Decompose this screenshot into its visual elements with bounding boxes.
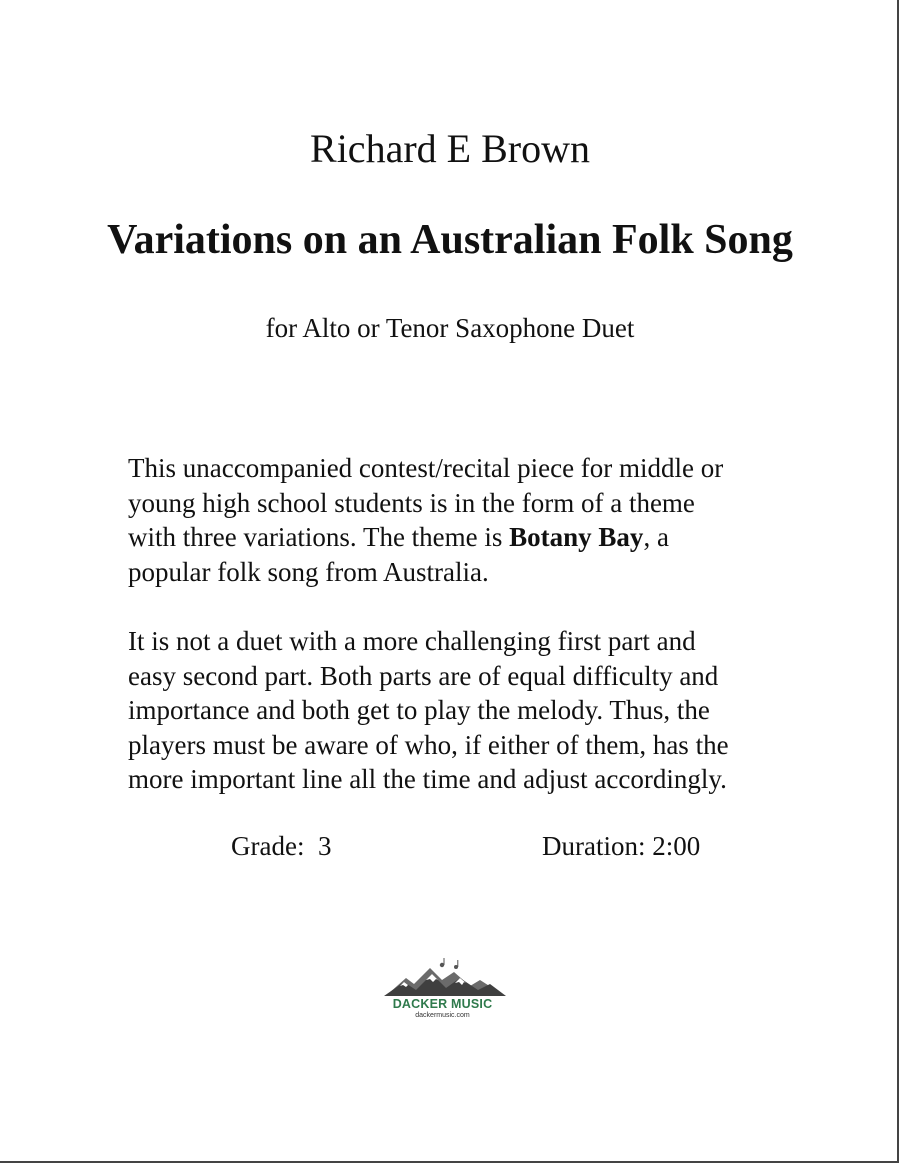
paragraph-line [128,520,828,555]
instrumentation-subtitle: for Alto or Tenor Saxophone Duet [265,313,635,343]
piece-title: Variations on an Australian Folk Song [107,217,793,263]
paragraph-line: players must be aware of who, if either of them, has the [128,729,729,760]
paragraph-line: easy second part. Both parts are of equal difficulty and [128,660,719,691]
paragraph-line: popular folk song from Australia. [128,556,489,587]
paragraph-line: This unaccompanied contest/recital piece for middle or [128,453,724,483]
paragraph-line: more important line all the time and adjust accordingly. [128,764,727,794]
description-paragraph-1 [128,451,828,589]
composer-name: Richard E Brown [310,126,590,171]
publisher-name: DACKER MUSIC [392,997,493,1011]
paragraph-text: with three variations. The theme is [128,522,510,552]
paragraph-line: young high school students is in the form of a theme [128,487,695,518]
paragraph-text: , a [643,522,669,552]
theme-name: Botany Bay [509,522,644,552]
grade-label: Grade: 3 [231,831,332,861]
publisher-url: dackermusic.com [415,1012,470,1019]
paragraph-line: It is not a duet with a more challenging first part and [128,626,696,656]
description-paragraph-2 [128,624,828,797]
duration-label: Duration: 2:00 [542,831,701,861]
paragraph-line: importance and both get to play the melody. Thus, the [128,695,710,725]
